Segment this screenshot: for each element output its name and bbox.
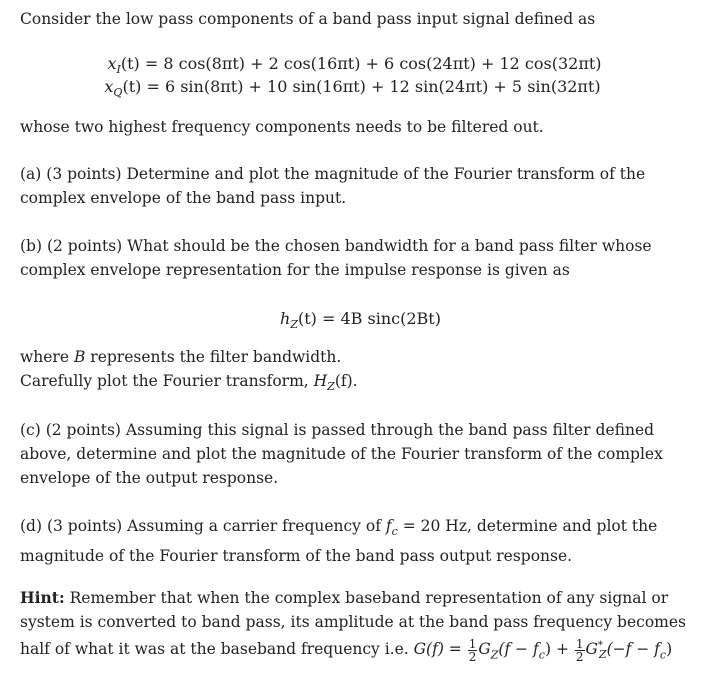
filter-note: whose two highest frequency components needs to be filtered out. [20,118,544,136]
part-d: (d) (3 points) Assuming a carrier frequency of $f_c = 20$ Hz, determine and plot the magnitude of the Fourier transform of the band pass output response. [20,517,658,566]
fraction-half-1: $\frac{1}{2}$ [468,636,477,664]
equation-xi: $x_I(t) = 8$ cos(8πt) + 2 cos(16πt) + 6 cos(24πt) + 12 cos(32πt) [107,54,602,77]
equation-xq: $x_Q(t) = 6$ sin(8πt) + 10 sin(16πt) + 12 sin(24πt) + 5 sin(32πt) [104,77,601,100]
fraction-half-2: $\frac{1}{2}$ [575,636,584,664]
where-b-text: where B represents the filter bandwidth. [20,348,342,366]
part-a: (a) (3 points) Determine and plot the magnitude of the Fourier transform of the complex envelope of the band pass input. [20,165,646,207]
hint-paragraph: Hint: Remember that when the complex baseband representation of any signal or system is converted to band pass, its amplitude at the band pass frequency becomes half of what it was at the baseband frequency i.e. G(f) = $\frac{1}{2}$ $G_Z(f - f_c)$ + $\frac{1}{2}$ $G^*_Z(-f - f_c)$ [20,588,686,664]
plot-hz-text: Carefully plot the Fourier transform, $H_Z(f)$. [20,372,358,394]
equation-hz: $h_Z(t) = 4B$ sinc(2Bt) [280,309,441,332]
part-b: (b) (2 points) What should be the chosen bandwidth for a band pass filter whose complex envelope representation for the impulse response is given as [20,237,652,279]
intro-text: Consider the low pass components of a band pass input signal defined as [20,10,596,28]
part-c: (c) (2 points) Assuming this signal is passed through the band pass filter defined above, determine and plot the magnitude of the Fourier transform of the complex envelope of the output response. [20,421,663,487]
hint-label: Hint: [20,588,65,607]
